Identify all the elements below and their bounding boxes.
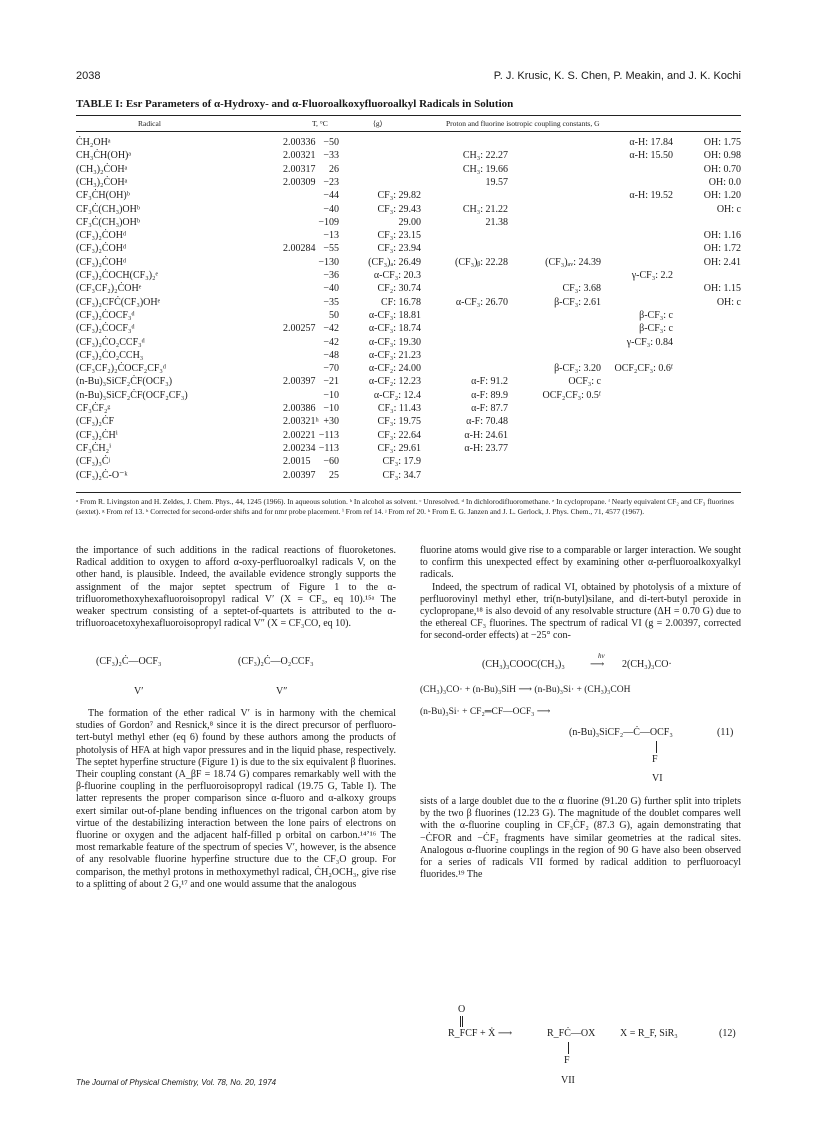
coupling-cell-5: OH: 0.98 [703,150,741,162]
temperature-cell: −23 [323,176,339,188]
temperature-cell: −50 [323,137,339,148]
temperature-cell: 50 [329,309,339,321]
table-row [76,443,741,454]
coupling-cell-5: OH: c [716,296,741,308]
coupling-cell-2: α-CF₃: 26.70 [455,296,508,308]
coupling-cell-1: CF₃: 22.64 [377,429,421,441]
coupling-cell-3: (CF₃)ₐᵥ: 24.39 [545,256,601,268]
radical-cell: (CF₃)₂ĊOCH(CF₃)₂ᵉ [76,270,159,281]
g-value-cell: 2.00386 [283,403,316,414]
radical-cell: (CF₃)₂ĊOCF₃ᵈ [76,309,135,321]
page-number: 2038 [76,70,101,82]
coupling-cell-2: CH₃: 21.22 [462,203,508,215]
left-paragraph-1: the importance of such additions in the radical reactions of fluoroketones. Radical addition to oxygen to afford α-oxy-perfluoroalkyl radicals V, on the other hand, is plausible. Indeed, the available evidence strongly supports the assignment of the major septet spectrum of Figure 1 to the α-trifluoromethoxyhexafluoroisopropyl radical V′ (X = CF₃, eq 10).¹⁵ᵃ The weaker spectrum consisting of a septet-of-quartets is attributed to the α-trifluoroacetoxyhexafluoroisopropyl radical V″ (X = CF₃CO, eq 10). [76,545,396,630]
g-value-cell: 2.0015 [283,456,311,468]
temperature-cell: −113 [318,442,339,454]
table-row [76,430,741,441]
coupling-cell-1: α-CF₃: 18.74 [368,323,421,335]
journal-footer: The Journal of Physical Chemistry, Vol. 78, No. 20, 1974 [76,1078,277,1087]
g-value-cell: 2.00321ʰ [283,416,319,428]
temperature-cell: −130 [318,256,339,268]
label-v-prime: V′ [134,686,144,697]
temperature-cell: 25 [329,469,339,481]
table-footnotes: ᵃ From R. Livingston and H. Zeldes, J. Chem. Phys., 44, 1245 (1966). In aqueous solution. ᵇ In alcohol as solvent. ᶜ Unresolved. ᵈ In dichlorodifluoromethane. ᵉ In cyclopropane. ᶠ Nearly equivalent CF₂ and CF₃ fluorines (sextet). ᵍ From ref 13. ʰ Corrected for second-order shifts and for nmr probe placement. ⁱ From ref 14. ʲ From ref 20. ᵏ From E. G. Janzen and J. L. Gerlock, J. Phys. Chem., 71, 4577 (1967). [76,497,734,516]
coupling-cell-1: α-CF₂: 12.23 [368,376,421,388]
table-header [76,119,741,129]
coupling-cell-5: OH: 1.72 [703,243,741,255]
table-row [76,297,741,308]
temperature-cell: −55 [323,243,339,255]
coupling-cell-2: CH₃: 22.27 [462,150,508,162]
table-title: TABLE I: Esr Parameters of α-Hydroxy- and α-Fluoroalkoxyfluoroalkyl Radicals in Solution [76,98,514,110]
table-row [76,283,741,294]
table-row [76,376,741,387]
coupling-cell-2: 19.57 [485,176,508,188]
equation-peroxide-left: (CH₃)₃COOC(CH₃)₃ [482,659,565,670]
radical-cell: (CF₃CF₂)₂ĊOCF₂CF₃ᵈ [76,363,167,375]
coupling-cell-1: CF₃: 23.15 [377,230,421,242]
table-row [76,217,741,228]
coupling-cell-2: (CF₃)ᵦ: 22.28 [455,256,508,268]
temperature-cell: −21 [323,376,339,388]
label-v-double-prime: V″ [276,686,288,697]
g-value-cell: 2.00336 [283,137,316,148]
temperature-cell: +30 [323,416,339,428]
header-couplings: Proton and fluorine isotropic coupling constants, G [446,119,600,128]
coupling-cell-4: α-H: 19.52 [629,190,673,202]
coupling-cell-4: γ-CF₃: 0.84 [626,336,673,348]
coupling-cell-1: α-CF₃: 21.23 [368,349,421,361]
coupling-cell-4: γ-CF₃: 2.2 [631,270,673,281]
coupling-cell-2: α-F: 70.48 [466,416,508,428]
g-value-cell: 2.00284 [283,243,316,255]
table-row [76,164,741,175]
radical-cell: (CF₃)₂ĊO₂CCF₃ᵈ [76,336,145,348]
coupling-cell-5: OH: 1.16 [703,230,741,242]
coupling-cell-1: CF: 16.78 [380,296,421,308]
coupling-cell-3: OCF₂CF₃: 0.5ᶠ [542,389,601,401]
coupling-cell-3: CF₃: 3.68 [562,283,601,295]
table-row [76,204,741,215]
table-row [76,363,741,374]
radical-cell: (CH₃)₂ĊOHᵃ [76,163,128,175]
coupling-cell-5: OH: 1.20 [703,190,741,202]
table-row [76,323,741,334]
radical-cell: ĊH₂OHᵃ [76,137,111,148]
table-row [76,230,741,241]
coupling-cell-2: α-H: 23.77 [464,442,508,454]
g-value-cell: 2.00257 [283,323,316,335]
temperature-cell: −33 [323,150,339,162]
fluorine-atom-vi: F [652,754,658,765]
table-row [76,310,741,321]
table-row [76,270,741,281]
left-column-top [76,545,396,630]
g-value-cell: 2.00221 [283,429,316,441]
label-vii: VII [561,1075,575,1086]
coupling-cell-4: β-CF₃: c [639,323,673,335]
table-row [76,243,741,254]
temperature-cell: 26 [329,163,339,175]
left-paragraph-2: The formation of the ether radical V′ is in harmony with the chemical studies of Gordon⁷ and Resnick,⁸ since it is the direct precursor of perfluoro-tert-butyl methyl ether (eq 6) found by these authors among the products of photolysis of HFA at high vapor pressures and in the liquid phase, respectively. The septet hyperfine structure (Figure 1) is due to the six equivalent β fluorines. Their coupling constant (A_βF = 18.74 G) compares remarkably well with the β-fluorine coupling in the perfluoroisopropyl radical (19.75 G, Table I). The latter represents the proper comparison since α-fluoro and α-alkoxy groups exert similar out-of-plane bending influences on the trigonal carbon atom by virtue of the destabilizing interaction between the lone pairs of electrons on fluorine or oxygen and the adjacent half-filled p orbital on carbon.¹⁴ʼ¹⁶ The most remarkable feature of the spectrum of species V′, however, is the absence of any resolvable fluorine hyperfine structure due to the CF₃O group. For comparison, the methyl protons in methoxymethyl radical, ĊH₂OCH₃, give rise to a splitting of about 2 G,¹⁷ and one would assume that the analogous [76,708,396,890]
coupling-cell-1: α-CF₃: 19.30 [368,336,421,348]
right-paragraph-2: Indeed, the spectrum of radical VI, obtained by photolysis of a mixture of perfluorovinyl methyl ether, tri(n-butyl)silane, and di-tert-butyl peroxide in cyclopropane,¹⁸ is also devoid of any resolvable structure (ΔH = 0.70 G) due to the ethereal CF₃ fluorines. The spectrum of radical VI (g = 2.00397, corrected for second-order effects) at −25° con- [420,581,741,642]
g-value-cell: 2.00397 [283,376,316,388]
coupling-cell-4: α-H: 15.50 [629,150,673,162]
coupling-cell-5: OH: 2.41 [703,256,741,268]
left-column-bottom [76,708,396,891]
radical-cell: CF₃ĊF₂ᵍ [76,403,111,414]
temperature-cell: −70 [323,363,339,375]
bond-line-vi [656,741,657,753]
double-bond-line [460,1016,464,1027]
coupling-cell-2: α-F: 89.9 [471,389,508,401]
temperature-cell: −13 [323,230,339,242]
equation-peroxide-right: 2(CH₃)₃CO· [622,659,672,670]
equation-number-12: (12) [719,1028,736,1039]
structure-v-double-prime: (CF₃)₂Ċ—O₂CCF₃ [238,656,314,667]
equation-addition: (n-Bu)₃Si· + CF₂═CF—OCF₃ ⟶ [420,707,551,717]
table-row [76,456,741,467]
temperature-cell: −36 [323,270,339,281]
temperature-cell: −40 [323,203,339,215]
coupling-cell-5: OH: 1.75 [703,137,741,148]
coupling-cell-1: α-CF₂: 24.00 [368,363,421,375]
g-value-cell: 2.00317 [283,163,316,175]
coupling-cell-1: α-CF₃: 20.3 [373,270,421,281]
coupling-cell-1: CF₃: 11.43 [377,403,421,414]
temperature-cell: −10 [323,389,339,401]
table-row [76,416,741,427]
table-header-rule [76,131,741,132]
equation-12-oxygen: O [458,1004,466,1015]
temperature-cell: −42 [323,336,339,348]
coupling-cell-5: OH: 0.0 [708,176,741,188]
coupling-cell-5: OH: 1.15 [703,283,741,295]
temperature-cell: −113 [318,429,339,441]
equation-radical-vi: (n-Bu)₃SiCF₂—Ċ—OCF₃ [569,727,673,738]
coupling-cell-1: CF₃: 19.75 [377,416,421,428]
temperature-cell: −48 [323,349,339,361]
equation-number-11: (11) [717,727,734,738]
coupling-cell-1: CF₃: 17.9 [382,456,421,468]
table-row [76,403,741,414]
temperature-cell: −35 [323,296,339,308]
equation-hv-label: hν [598,652,605,660]
fluorine-atom-vii: F [564,1055,570,1066]
g-value-cell: 2.00309 [283,176,316,188]
table-bottom-rule [76,492,741,493]
coupling-cell-3: β-CF₃: 3.20 [554,363,601,375]
coupling-cell-1: α-CF₂: 12.4 [373,389,421,401]
radical-cell: (n-Bu)₃SiCF₂ĊF(OCF₂CF₃) [76,389,188,401]
coupling-cell-3: β-CF₃: 2.61 [554,296,601,308]
structure-v-prime: (CF₃)₂Ċ—OCF₃ [96,656,162,667]
radical-cell: CF₃ĊH(OH)ᵇ [76,190,130,202]
coupling-cell-1: (CF₃)ₐ: 26.49 [368,256,421,268]
label-vi: VI [652,773,663,784]
coupling-cell-4: α-H: 17.84 [629,137,673,148]
radical-cell: (CF₃)₂CFĊ(CF₃)OHᵉ [76,296,161,308]
right-column-bottom [420,796,741,881]
table-row [76,390,741,401]
temperature-cell: −109 [318,216,339,228]
radical-cell: (CF₃CF₂)₂ĊOHᵉ [76,283,142,295]
radical-cell: (CF₃)₂Ċ-O⁻ᵏ [76,469,128,481]
table-row [76,257,741,268]
table-row [76,177,741,188]
coupling-cell-5: OH: c [716,203,741,215]
temperature-cell: −10 [323,403,339,414]
coupling-cell-2: α-H: 24.61 [464,429,508,441]
equation-12-condition: X = R_F, SiR₃ [620,1028,678,1039]
coupling-cell-1: 29.00 [398,216,421,228]
radical-cell: (CF₃)₂ĊHⁱ [76,429,118,441]
table-row [76,137,741,148]
table-row [76,350,741,361]
equation-12-left: R_FCF + Ẋ ⟶ [448,1028,513,1039]
radical-cell: CF₃Ċ(CH₃)OHᵇ [76,203,140,215]
coupling-cell-2: α-F: 87.7 [471,403,508,414]
radical-cell: (CF₃)₂ĊOHᵈ [76,243,127,255]
radical-cell: (CH₃)₂ĊOHᵃ [76,176,128,188]
radical-cell: CF₃Ċ(CH₃)OHᵇ [76,216,140,228]
radical-cell: (CF₃)₃Ċʲ [76,456,111,468]
author-line: P. J. Krusic, K. S. Chen, P. Meakin, and J. K. Kochi [493,70,741,82]
equation-arrow-1: ⟶ [590,659,605,670]
coupling-cell-1: CF₃: 29.82 [377,190,421,202]
header-temperature: T, °C [312,119,328,128]
radical-cell: CF₃ĊH₂ⁱ [76,442,112,454]
coupling-cell-4: β-CF₃: c [639,309,673,321]
radical-cell: (CF₃)₂ĊOHᵈ [76,230,127,242]
radical-cell: (CF₃)₂ĊOHᵈ [76,256,127,268]
table-row [76,470,741,481]
temperature-cell: −40 [323,283,339,295]
coupling-cell-1: α-CF₃: 18.81 [368,309,421,321]
equation-12-right: R_FĊ—OX [547,1028,596,1039]
coupling-cell-1: CF₃: 23.94 [377,243,421,255]
radical-cell: (n-Bu)₃SiCF₂ĊF(OCF₃) [76,376,173,388]
coupling-cell-2: α-F: 91.2 [471,376,508,388]
coupling-cell-4: OCF₂CF₃: 0.6ᶠ [614,363,673,375]
coupling-cell-5: OH: 0.70 [703,163,741,175]
table-row [76,150,741,161]
right-paragraph-3: sists of a large doublet due to the α fluorine (91.20 G) further split into triplets by the two β fluorines (12.23 G). The magnitude of the doublet compares well with the α-fluorine coupling in CF₃ĊF₂ (87.3 G), again demonstrating that −ĊFOR and −ĊF₂ fragments have similar geometries at the radical sites. Analogous α-fluorine couplings in the region of 90 G have also been observed for a series of radicals VII formed by radical addition to perfluoroacyl fluorides.¹⁹ The [420,796,741,881]
coupling-cell-2: 21.38 [485,216,508,228]
coupling-cell-2: CH₃: 19.66 [462,163,508,175]
radical-cell: (CF₃)₂ĊF [76,416,115,428]
g-value-cell: 2.00234 [283,442,316,454]
bond-line-vii [568,1042,569,1054]
table-row [76,337,741,348]
radical-cell: CH₃ĊH(OH)ᵃ [76,150,132,162]
temperature-cell: −42 [323,323,339,335]
table-top-rule [76,115,741,116]
header-g-value: ⟨g⟩ [373,119,383,128]
coupling-cell-1: CF₂: 30.74 [377,283,421,295]
equation-silane: (CH₃)₃CO· + (n-Bu)₃SiH ⟶ (n-Bu)₃Si· + (CH₃)₃COH [420,685,631,695]
coupling-cell-1: CF₃: 34.7 [382,469,421,481]
coupling-cell-1: CF₃: 29.43 [377,203,421,215]
temperature-cell: −44 [323,190,339,202]
temperature-cell: −60 [323,456,339,468]
header-radical: Radical [138,119,161,128]
coupling-cell-1: CF₃: 29.61 [377,442,421,454]
table-row [76,190,741,201]
coupling-cell-3: OCF₃: c [568,376,601,388]
right-column-top [420,545,741,643]
g-value-cell: 2.00397 [283,469,316,481]
radical-cell: (CF₃)₂ĊOCF₃ᵈ [76,323,135,335]
right-paragraph-1: fluorine atoms would give rise to a comparable or larger interaction. We sought to confirm this unexpected effect by examining other α-perfluoroalkoxyalkyl radicals. [420,545,741,581]
g-value-cell: 2.00321 [283,150,316,162]
radical-cell: (CF₃)₂ĊO₂CCH₃ [76,349,144,361]
